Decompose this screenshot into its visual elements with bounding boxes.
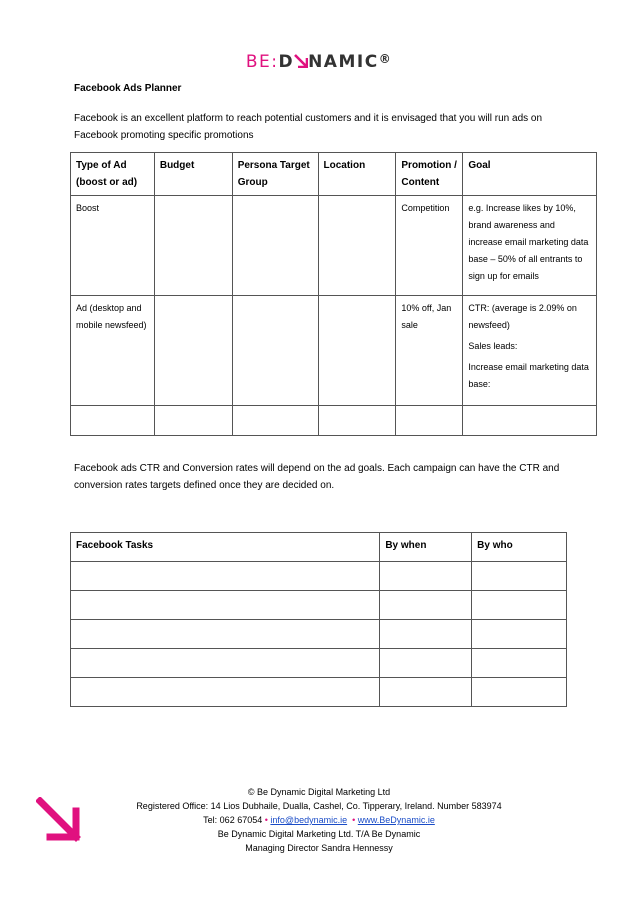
- table-header-row: [71, 153, 597, 196]
- table-row: [71, 406, 597, 436]
- logo-arrow-icon: [294, 54, 308, 68]
- footer-trading-as: Be Dynamic Digital Marketing Ltd. T/A Be Dynamic: [217, 829, 421, 839]
- cell-persona[interactable]: [232, 296, 318, 406]
- logo-be: BE: [245, 52, 272, 72]
- cell-type[interactable]: Ad (desktop and mobile newsfeed): [71, 296, 155, 406]
- cell-empty[interactable]: [154, 406, 232, 436]
- header-facebook-tasks: Facebook Tasks: [71, 533, 380, 562]
- cell-promotion[interactable]: 10% off, Jan sale: [396, 296, 463, 406]
- cell-who[interactable]: [472, 562, 567, 591]
- goal-email: Increase email marketing data base:: [468, 362, 589, 389]
- cell-persona[interactable]: [232, 196, 318, 296]
- header-location: Location: [318, 153, 396, 196]
- logo-registered: ®: [378, 52, 393, 66]
- cell-when[interactable]: [380, 562, 472, 591]
- header-persona: Persona Target Group: [232, 153, 318, 196]
- footer-registered-office: Registered Office: 14 Lios Dubhaile, Dualla, Cashel, Co. Tipperary, Ireland. Number 583974: [136, 801, 502, 811]
- cell-when[interactable]: [380, 591, 472, 620]
- cell-task[interactable]: [71, 620, 380, 649]
- cell-when[interactable]: [380, 620, 472, 649]
- header-by-who: By who: [472, 533, 567, 562]
- cell-empty[interactable]: [396, 406, 463, 436]
- cell-empty[interactable]: [232, 406, 318, 436]
- ads-planner-table: [70, 152, 597, 436]
- logo-namic: NAMIC: [308, 52, 379, 72]
- logo-colon: :: [271, 52, 279, 72]
- goal-ctr: CTR: (average is 2.09% on newsfeed): [468, 303, 577, 330]
- header-budget: Budget: [154, 153, 232, 196]
- header-promotion: Promotion / Content: [396, 153, 463, 196]
- cell-empty[interactable]: [463, 406, 597, 436]
- cell-goal[interactable]: e.g. Increase likes by 10%, brand awareness and increase email marketing data base – 50% of all entrants to sign up for emails: [463, 196, 597, 296]
- cell-budget[interactable]: [154, 296, 232, 406]
- header-type-of-ad: Type of Ad (boost or ad): [71, 153, 155, 196]
- cell-budget[interactable]: [154, 196, 232, 296]
- cell-empty[interactable]: [71, 406, 155, 436]
- cell-task[interactable]: [71, 591, 380, 620]
- header-goal: Goal: [463, 153, 597, 196]
- brand-logo: [0, 52, 638, 72]
- cell-task[interactable]: [71, 649, 380, 678]
- cell-goal[interactable]: [463, 296, 597, 406]
- header-by-when: By when: [380, 533, 472, 562]
- cell-who[interactable]: [472, 678, 567, 707]
- table-row: [71, 649, 567, 678]
- cell-location[interactable]: [318, 196, 396, 296]
- conversion-note: Facebook ads CTR and Conversion rates will depend on the ad goals. Each campaign can have the CTR and conversion rates targets defined once they are decided on.: [74, 463, 560, 491]
- page-title: Facebook Ads Planner: [74, 83, 182, 94]
- table-row: [71, 591, 567, 620]
- footer-copyright: © Be Dynamic Digital Marketing Ltd: [247, 787, 391, 797]
- table-row: [71, 620, 567, 649]
- cell-task[interactable]: [71, 678, 380, 707]
- cell-empty[interactable]: [318, 406, 396, 436]
- cell-who[interactable]: [472, 591, 567, 620]
- cell-who[interactable]: [472, 649, 567, 678]
- table-row: [71, 196, 597, 296]
- cell-when[interactable]: [380, 649, 472, 678]
- table-row: [71, 678, 567, 707]
- table-row: [71, 296, 597, 406]
- table-row: [71, 562, 567, 591]
- goal-sales-leads: Sales leads:: [468, 341, 518, 351]
- footer-tel: Tel: 062 67054: [203, 815, 263, 825]
- footer-email-link[interactable]: info@bedynamic.ie: [270, 815, 348, 825]
- cell-promotion[interactable]: Competition: [396, 196, 463, 296]
- cell-when[interactable]: [380, 678, 472, 707]
- footer-web-link[interactable]: www.BeDynamic.ie: [357, 815, 435, 825]
- cell-location[interactable]: [318, 296, 396, 406]
- intro-paragraph: Facebook is an excellent platform to reach potential customers and it is envisaged that you will run ads on Facebook promoting specific promotions: [74, 113, 543, 141]
- footer: [0, 785, 638, 855]
- cell-who[interactable]: [472, 620, 567, 649]
- cell-task[interactable]: [71, 562, 380, 591]
- facebook-tasks-table: [70, 532, 567, 707]
- footer-bullet: •: [264, 815, 268, 825]
- footer-bullet: •: [352, 815, 356, 825]
- footer-contact: [0, 813, 638, 827]
- footer-director: Managing Director Sandra Hennessy: [245, 843, 393, 853]
- cell-type[interactable]: Boost: [71, 196, 155, 296]
- table-header-row: [71, 533, 567, 562]
- logo-d: D: [278, 52, 295, 72]
